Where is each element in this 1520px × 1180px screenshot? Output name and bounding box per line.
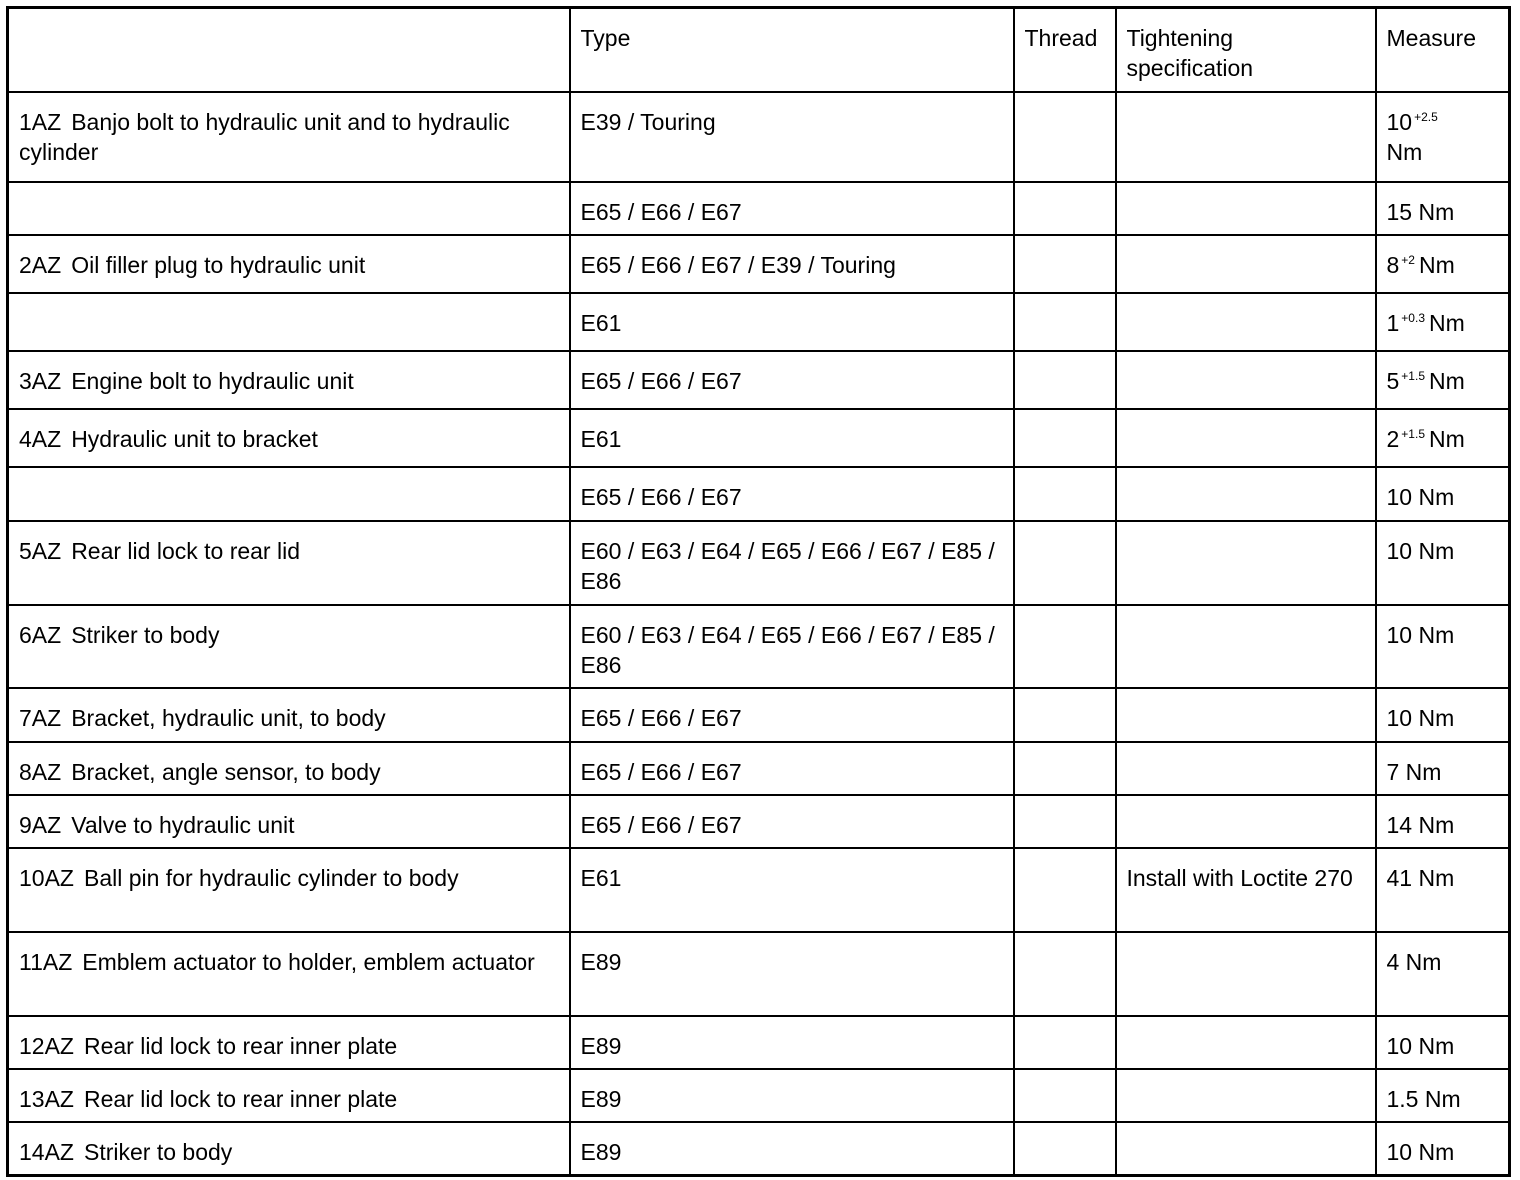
measure-cell [1376, 409, 1510, 467]
table-row [8, 467, 1510, 521]
tightening-cell [1116, 409, 1376, 467]
tightening-cell [1116, 932, 1376, 1016]
measure-cell [1376, 235, 1510, 293]
component-cell [8, 521, 570, 605]
tightening-cell [1116, 235, 1376, 293]
tightening-cell [1116, 795, 1376, 848]
measure-cell [1376, 605, 1510, 688]
measure-unit: Nm [1429, 367, 1465, 394]
thread-cell [1014, 1069, 1116, 1122]
component-cell [8, 605, 570, 688]
header-measure: Measure [1376, 8, 1510, 92]
measure-cell [1376, 1069, 1510, 1122]
component-id: 4AZ [19, 425, 62, 452]
component-cell [8, 467, 570, 521]
measure-cell [1376, 293, 1510, 351]
component-desc: Striker to body [83, 1138, 233, 1165]
type-cell: E89 [570, 1122, 1014, 1176]
table-row [8, 182, 1510, 235]
tightening-cell [1116, 1069, 1376, 1122]
measure-unit: Nm [1429, 309, 1465, 336]
measure-tolerance: +1.5 [1401, 368, 1425, 383]
component-id: 7AZ [19, 704, 62, 731]
component-desc: Engine bolt to hydraulic unit [71, 367, 354, 394]
measure-tolerance: +1.5 [1401, 426, 1425, 441]
measure-cell [1376, 688, 1510, 742]
type-cell: E61 [570, 293, 1014, 351]
type-cell: E65 / E66 / E67 [570, 351, 1014, 409]
thread-cell [1014, 92, 1116, 182]
component-cell [8, 932, 570, 1016]
thread-cell [1014, 1122, 1116, 1176]
measure-value: 15 Nm [1386, 198, 1455, 225]
thread-cell [1014, 605, 1116, 688]
component-id: 9AZ [19, 811, 62, 838]
component-cell [8, 795, 570, 848]
measure-value: 10 Nm [1386, 704, 1455, 731]
thread-cell [1014, 795, 1116, 848]
measure-cell [1376, 1122, 1510, 1176]
measure-cell [1376, 92, 1510, 182]
table-row [8, 293, 1510, 351]
measure-unit: Nm [1386, 138, 1423, 165]
measure-value: 10 Nm [1386, 537, 1455, 564]
header-type: Type [570, 8, 1014, 92]
type-cell: E60 / E63 / E64 / E65 / E66 / E67 / E85 / E86 [570, 605, 1014, 688]
table-row [8, 932, 1510, 1016]
type-cell: E65 / E66 / E67 [570, 688, 1014, 742]
thread-cell [1014, 742, 1116, 795]
table-row [8, 1122, 1510, 1176]
tightening-cell [1116, 605, 1376, 688]
component-id: 14AZ [19, 1138, 74, 1165]
type-cell: E89 [570, 932, 1014, 1016]
tightening-cell [1116, 742, 1376, 795]
measure-cell [1376, 932, 1510, 1016]
tightening-cell [1116, 521, 1376, 605]
component-cell [8, 688, 570, 742]
table-row [8, 605, 1510, 688]
measure-tolerance: +2.5 [1414, 109, 1438, 124]
thread-cell [1014, 409, 1116, 467]
measure-cell [1376, 182, 1510, 235]
component-desc: Bracket, angle sensor, to body [71, 758, 381, 785]
component-id: 12AZ [19, 1032, 74, 1059]
table-row [8, 1069, 1510, 1122]
table-row [8, 795, 1510, 848]
table-row [8, 92, 1510, 182]
tightening-cell [1116, 688, 1376, 742]
thread-cell [1014, 351, 1116, 409]
measure-value: 5 [1386, 367, 1400, 394]
header-row [8, 8, 1510, 92]
tightening-cell [1116, 1122, 1376, 1176]
component-cell [8, 351, 570, 409]
measure-unit: Nm [1418, 251, 1455, 278]
measure-value: 10 [1386, 108, 1413, 135]
thread-cell [1014, 293, 1116, 351]
type-cell: E39 / Touring [570, 92, 1014, 182]
measure-value: 10 Nm [1386, 483, 1455, 510]
thread-cell [1014, 688, 1116, 742]
measure-value: 41 Nm [1386, 864, 1455, 891]
measure-value: 7 Nm [1386, 758, 1442, 785]
measure-value: 1.5 Nm [1386, 1085, 1461, 1112]
table-row [8, 688, 1510, 742]
measure-value: 1 [1386, 309, 1400, 336]
type-cell: E89 [570, 1016, 1014, 1069]
type-cell: E65 / E66 / E67 [570, 467, 1014, 521]
measure-cell [1376, 1016, 1510, 1069]
type-cell: E65 / E66 / E67 [570, 795, 1014, 848]
measure-cell [1376, 795, 1510, 848]
type-cell: E60 / E63 / E64 / E65 / E66 / E67 / E85 / E86 [570, 521, 1014, 605]
table-body [8, 92, 1510, 1176]
component-cell [8, 293, 570, 351]
type-cell: E61 [570, 409, 1014, 467]
thread-cell [1014, 182, 1116, 235]
table-row [8, 235, 1510, 293]
measure-cell [1376, 467, 1510, 521]
tightening-cell [1116, 351, 1376, 409]
measure-value: 8 [1386, 251, 1400, 278]
measure-tolerance: +2 [1401, 252, 1415, 267]
component-id: 5AZ [19, 537, 62, 564]
type-cell: E65 / E66 / E67 [570, 182, 1014, 235]
component-desc: Hydraulic unit to bracket [71, 425, 318, 452]
component-id: 11AZ [19, 948, 73, 975]
header-component [8, 8, 570, 92]
component-id: 3AZ [19, 367, 62, 394]
type-cell: E65 / E66 / E67 / E39 / Touring [570, 235, 1014, 293]
type-cell: E65 / E66 / E67 [570, 742, 1014, 795]
component-desc: Banjo bolt to hydraulic unit and to hydraulic cylinder [19, 108, 510, 165]
tightening-cell [1116, 1016, 1376, 1069]
type-cell: E89 [570, 1069, 1014, 1122]
header-thread: Thread [1014, 8, 1116, 92]
tightening-cell: Install with Loctite 270 [1116, 848, 1376, 932]
tightening-cell [1116, 293, 1376, 351]
thread-cell [1014, 467, 1116, 521]
component-desc: Rear lid lock to rear lid [71, 537, 300, 564]
tightening-cell [1116, 92, 1376, 182]
thread-cell [1014, 521, 1116, 605]
measure-value: 10 Nm [1386, 1032, 1455, 1059]
component-desc: Rear lid lock to rear inner plate [83, 1032, 398, 1059]
measure-value: 14 Nm [1386, 811, 1455, 838]
component-desc: Valve to hydraulic unit [71, 811, 295, 838]
component-cell [8, 92, 570, 182]
torque-spec-table [6, 6, 1511, 1177]
table-row [8, 848, 1510, 932]
table-row [8, 742, 1510, 795]
thread-cell [1014, 932, 1116, 1016]
component-cell [8, 409, 570, 467]
type-cell: E61 [570, 848, 1014, 932]
thread-cell [1014, 235, 1116, 293]
table-row [8, 409, 1510, 467]
component-cell [8, 1069, 570, 1122]
table-row [8, 521, 1510, 605]
component-cell [8, 848, 570, 932]
measure-value: 10 Nm [1386, 1138, 1455, 1165]
measure-cell [1376, 521, 1510, 605]
component-desc: Emblem actuator to holder, emblem actuator [82, 948, 535, 975]
component-id: 10AZ [19, 864, 74, 891]
measure-value: 2 [1386, 425, 1400, 452]
component-desc: Ball pin for hydraulic cylinder to body [83, 864, 459, 891]
tightening-cell [1116, 182, 1376, 235]
thread-cell [1014, 1016, 1116, 1069]
thread-cell [1014, 848, 1116, 932]
header-tightening: Tightening specification [1116, 8, 1376, 92]
component-cell [8, 1016, 570, 1069]
component-id: 1AZ [19, 108, 62, 135]
component-cell [8, 742, 570, 795]
measure-cell [1376, 742, 1510, 795]
measure-tolerance: +0.3 [1401, 310, 1425, 325]
component-cell [8, 1122, 570, 1176]
measure-value: 10 Nm [1386, 621, 1455, 648]
measure-cell [1376, 351, 1510, 409]
component-cell [8, 235, 570, 293]
component-desc: Bracket, hydraulic unit, to body [71, 704, 386, 731]
component-cell [8, 182, 570, 235]
component-id: 13AZ [19, 1085, 74, 1112]
component-id: 8AZ [19, 758, 62, 785]
table-row [8, 351, 1510, 409]
component-id: 6AZ [19, 621, 62, 648]
component-desc: Rear lid lock to rear inner plate [83, 1085, 398, 1112]
component-desc: Oil filler plug to hydraulic unit [71, 251, 366, 278]
component-desc: Striker to body [71, 621, 220, 648]
measure-cell [1376, 848, 1510, 932]
measure-value: 4 Nm [1386, 948, 1442, 975]
measure-unit: Nm [1429, 425, 1465, 452]
table-row [8, 1016, 1510, 1069]
component-id: 2AZ [19, 251, 62, 278]
tightening-cell [1116, 467, 1376, 521]
